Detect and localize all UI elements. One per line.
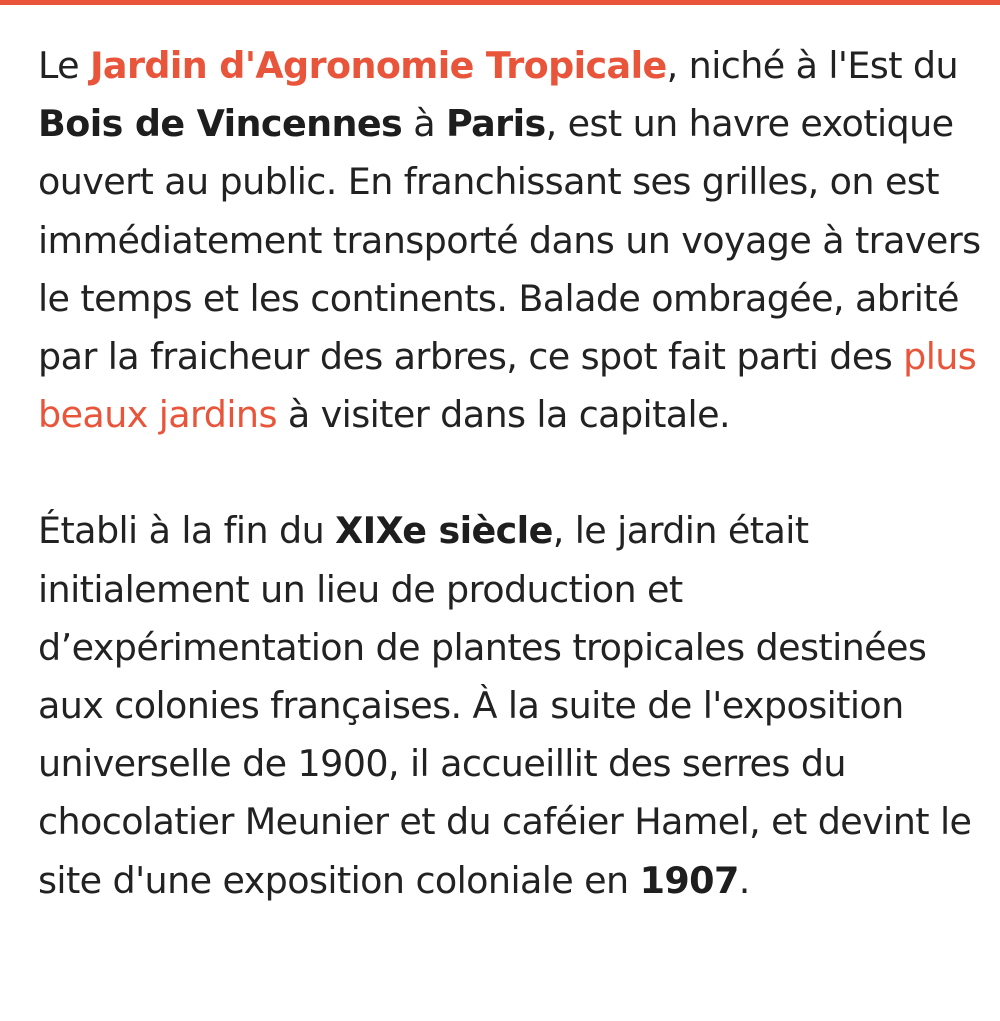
history-text-2: , le jardin était initialement un lieu de production et d’expérimentation de plantes tropicales destinées aux colonies françaises. À la suite de l'exposition universelle de 1900, il accueillit des serres du chocolatier Meunier et du caféier Hamel, et devint le site d'une exposition coloniale en: [38, 509, 972, 902]
garden-name-highlight: Jardin d'Agronomie Tropicale: [89, 44, 667, 87]
intro-text-5: à visiter dans la capitale.: [276, 393, 730, 437]
intro-text-2: , niché à l'Est du: [666, 44, 959, 87]
top-accent-bar: [0, 0, 1000, 5]
paris-bold: Paris: [445, 102, 546, 146]
intro-text-4: , est un havre exotique ouvert au public. En franchissant ses grilles, on est immédiatement transporté dans un voyage à travers le temps et les continents. Balade ombragée, abrité par la fraicheur des arbres, ce spot fait parti des: [38, 102, 981, 379]
year-1907-bold: 1907: [639, 858, 739, 902]
plus-beaux-jardins-link[interactable]: plus beaux jardins: [38, 335, 977, 437]
paragraph-history: [38, 502, 988, 909]
bois-de-vincennes-bold: Bois de Vincennes: [38, 102, 403, 146]
century-bold: XIXe siècle: [335, 509, 553, 553]
article-body: [38, 37, 988, 910]
history-text-1: Établi à la fin du: [38, 509, 336, 553]
intro-text-1: Le: [38, 44, 90, 87]
history-text-3: .: [738, 858, 750, 902]
intro-text-3: à: [402, 102, 446, 146]
paragraph-intro: [38, 37, 988, 444]
